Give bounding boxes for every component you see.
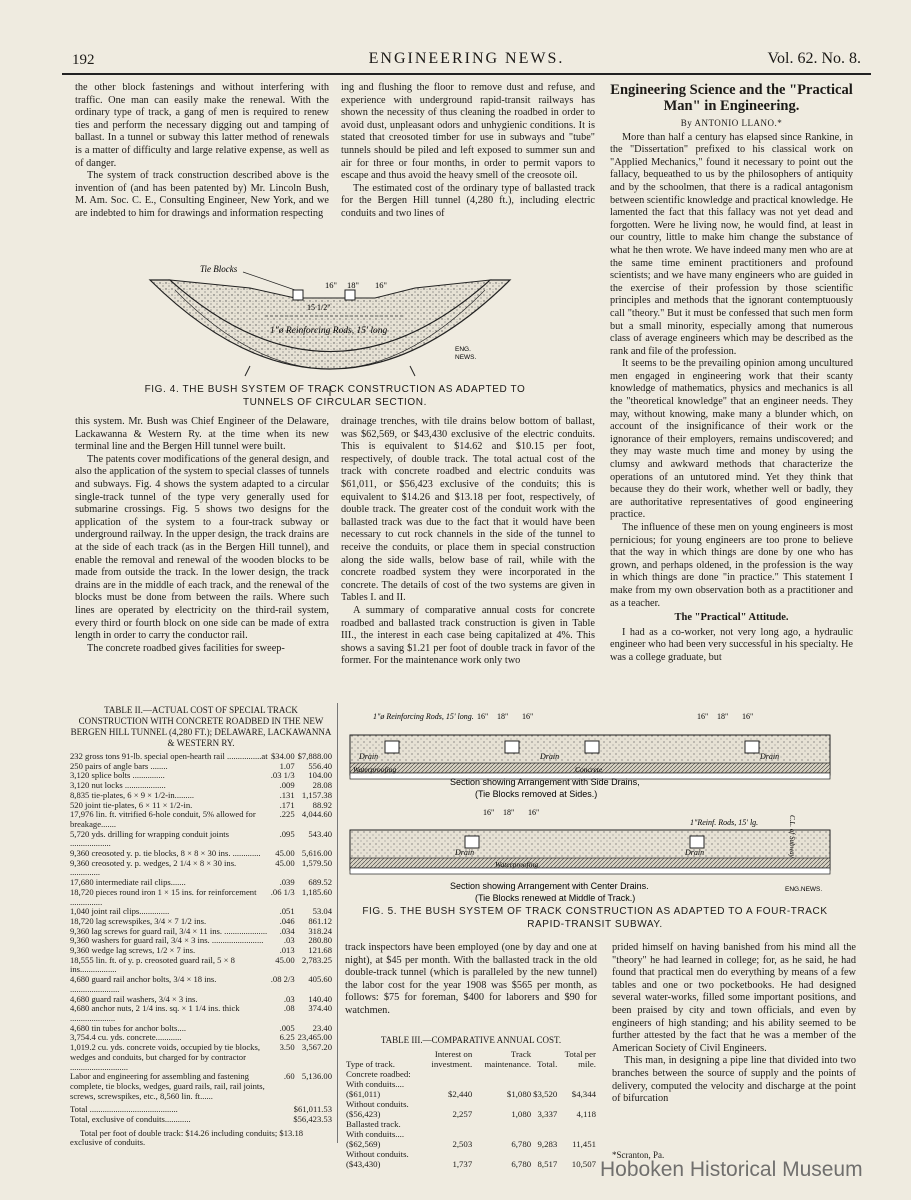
table-row [70, 1115, 332, 1125]
table-cell: 2,783.25 [301, 954, 332, 965]
reinforcing-rods-label: 1"Reinf. Rods, 15' lg. [690, 818, 759, 827]
table-cell: .171 [279, 799, 295, 810]
table-header-row [345, 1049, 597, 1069]
group-label: Concrete roadbed: [346, 1069, 411, 1079]
table-cell: .08 [283, 1003, 295, 1014]
table-2-title: TABLE II.—ACTUAL COST OF SPECIAL TRACK CONSTRUCTION WITH CONCRETE ROADBED IN THE NEW BERGEN HILL TUNNEL (4,280 FT.); DELAWARE, LACKAWANNA & WESTERN RY. [70, 705, 332, 748]
table-cell: 9,360 creosoted y. p. wedges, 2 1/4 × 8 × 30 ins. .............. [70, 857, 237, 878]
dimension-label: 18" [497, 712, 509, 721]
paragraph: ing and flushing the floor to remove dust and refuse, and experience with underground rapid-transit railways has shown the necessity of thus cleaning the roadbed in order to avoid dust, unpleasant odors and unhygienic conditions. It is stated that creosoted timber for use in subways and "tube" tunnels should be piled and left exposed to summer sun and air for three or four months, in order to permit vapors to escape and thus avoid the heavy smell of the creosote oil. [341, 82, 595, 182]
table-cell: 1,080 [511, 1109, 532, 1119]
table-cell: .013 [279, 945, 295, 956]
table-row [345, 1129, 597, 1149]
dimension-label: 16" [697, 712, 709, 721]
section-subhead: The "Practical" Attitude. [674, 612, 789, 624]
table-cell: 11,451 [572, 1139, 596, 1149]
table-cell: 4,680 anchor nuts, 2 1/4 ins. sq. × 1 1/4 ins. thick ..................... [70, 1003, 240, 1023]
table-cell: 23.40 [312, 1022, 332, 1033]
table-cell: 17,976 lin. ft. vitrified 6-hole conduit, 5% allowed for breakage....... [70, 809, 256, 829]
table-cell: 543.40 [308, 828, 332, 839]
table-cell: 45.00 [275, 857, 295, 868]
total-excl-value: $56,423.53 [293, 1114, 332, 1125]
table-2 [70, 705, 332, 1148]
paragraph: The system of track construction described above is the invention of (and has been patented by) Mr. Lincoln Bush, M. Am. Soc. C. E., Consulting Engineer, New York, and we are indebted to him for drawings and information respecting [75, 170, 329, 219]
table-cell: 3,337 [537, 1109, 558, 1119]
table-cell: 318.24 [308, 925, 332, 936]
table-cell: $1,080 [506, 1089, 532, 1099]
table-cell: .60 [283, 1071, 295, 1082]
waterproofing-label: Waterproofing [353, 765, 397, 774]
table-cell: 232 gross tons 91-lb. special open-hearth rail ................at [70, 751, 268, 761]
dimension-label: 16" [522, 712, 534, 721]
table-cell: 45.00 [275, 954, 295, 965]
figure-5-drawing [345, 705, 845, 930]
table-cell: 3,120 splice bolts ............... [70, 770, 165, 781]
table-cell: 28.08 [312, 780, 332, 791]
table-cell: .034 [279, 925, 295, 936]
figure-4-caption-line: TUNNELS OF CIRCULAR SECTION. [242, 397, 428, 408]
table-row [70, 859, 332, 878]
paragraph: This man, in designing a pipe line that divided into two branches between the source of supply and the points of delivery, computed the velocity and discharge at the point of bifurcation [612, 1055, 856, 1105]
table-cell: 1,040 joint rail clips.............. [70, 906, 170, 917]
dimension-label: 16" [483, 808, 495, 817]
table-cell: 3,567.20 [301, 1042, 332, 1053]
table-cell: $4,344 [571, 1089, 596, 1099]
table-row [70, 1004, 332, 1023]
figure-5-caption-line: RAPID-TRANSIT SUBWAY. [527, 919, 663, 930]
table-cell: 556.40 [308, 760, 332, 771]
table-cell: 6.25 [279, 1032, 295, 1043]
table-cell: .08 2/3 [270, 974, 295, 985]
table-row [345, 1149, 597, 1169]
eng-news-credit: ENG.NEWS. [785, 886, 823, 893]
eng-news-credit: ENG. [455, 346, 471, 353]
table-cell: .095 [279, 828, 295, 839]
table-cell: 1,157.38 [301, 789, 332, 800]
journal-title: ENGINEERING NEWS. [368, 50, 565, 67]
table-cell: 104.00 [308, 770, 332, 781]
table-2-body [70, 752, 332, 1101]
paragraph: prided himself on having banished from his mind all the "theory" he had learned in college; for, as he said, he had found that practical men do everything by means of a few tables and one or two pocketbooks. He had designed several water-works, filled some important positions, and been praised by city and town officials, and even by engineers of high standing; and his ability seemed to be further attested by the fact that he was a member of the American Society of Civil Engineers. [612, 942, 856, 1054]
figure-5-caption-line: FIG. 5. THE BUSH SYSTEM OF TRACK CONSTRUCTION AS ADAPTED TO A FOUR-TRACK [362, 906, 828, 917]
table-cell: 3.50 [279, 1042, 295, 1053]
paragraph: It seems to be the prevailing opinion among uncultured men engaged in engineering work that their scanty knowledge of mathematics, physics and mechanics is all the "theoretical knowledge" that an engineer needs. They may, without knowing, make many a blunder which, on account of the insignificance of their work or the ignorance of their employers, remains undiscovered; and they may waste much time and money by using the clumsy and awkward methods that characterize the operations of an untutored mind. Yet they think that because they do their work, whether well or badly, they are authoritative representatives of good engineering practice. [610, 358, 853, 521]
table-cell: Without conduits.($56,423) [346, 1099, 409, 1119]
drain-label: Drain [685, 848, 705, 857]
table-cell: 18,555 lin. ft. of y. p. creosoted guard rail, 5 × 8 ins................. [70, 954, 235, 975]
table-cell: 2,257 [452, 1109, 473, 1119]
table-cell: With conduits....($62,569) [346, 1129, 405, 1149]
concrete-label: Concrete [575, 765, 603, 774]
table-cell: 5,616.00 [301, 848, 332, 859]
table-cell: 9,360 creosoted y. p. tie blocks, 8 × 8 × 30 ins. ............. [70, 848, 261, 859]
waterproofing-label: Waterproofing [495, 860, 539, 869]
dimension-label: 18" [347, 280, 359, 290]
total-label: Total ......................................... [70, 1104, 178, 1115]
table-cell: 4,044.60 [301, 809, 332, 820]
table-2-totals [70, 1103, 332, 1124]
total-excl-label: Total, exclusive of conduits............ [70, 1114, 191, 1125]
table-cell: 9,360 washers for guard rail, 3/4 × 3 ins. ........................ [70, 935, 264, 946]
table-cell: 250 pairs of angle bars ........ [70, 760, 168, 771]
table-cell: 18,720 lag screwspikes, 3/4 × 7 1/2 ins. [70, 915, 207, 926]
dimension-label: 18" [717, 712, 729, 721]
table-cell: With conduits....($61,011) [346, 1079, 405, 1099]
table-cell: .046 [279, 915, 295, 926]
table-cell: .005 [279, 1022, 295, 1033]
table-cell: 2,503 [452, 1139, 473, 1149]
table-cell: 17,680 intermediate rail clips....... [70, 877, 186, 888]
table-cell: 9,360 wedge lag screws, 1/2 × 7 ins. [70, 945, 196, 956]
paragraph: The estimated cost of the ordinary type of ballasted track for the Bergen Hill tunnel (4,280 ft.), including electric conduits and two lines of [341, 182, 595, 219]
table-row [345, 1099, 597, 1119]
section-1-note: (Tie Blocks removed at Sides.) [475, 789, 598, 799]
paragraph: A summary of comparative annual costs for concrete roadbed and ballasted track construction is given in Table III., the interest in each case being capitalized at 4%. This shows a saving $1.21 per foot of double track in favor of the former. For the maintenance work only two [341, 604, 595, 667]
total-value: $61,011.53 [293, 1104, 332, 1115]
eng-news-credit: NEWS. [455, 354, 477, 361]
volume-number: Vol. 62. No. 8. [767, 50, 861, 67]
table-cell: .225 [279, 809, 295, 820]
table-cell: 10,507 [571, 1159, 596, 1169]
table-cell: 405.60 [308, 974, 332, 985]
table-cell: 4,118 [576, 1109, 596, 1119]
table-cell: 1,185.60 [301, 886, 332, 897]
paragraph: The influence of these men on young engineers is most pernicious; for young engineers are too prone to believe that the way in which things are done by one who has grown, and perhaps oldened, in the profession is the way in which things are done "in practice." This statement I make from my own observation both as a practitioner and as a teacher. [610, 522, 853, 609]
column-2-middle [341, 416, 595, 696]
tie-blocks-label: Tie Blocks [200, 264, 238, 274]
page-number: 192 [72, 52, 95, 68]
section-1-caption: Section showing Arrangement with Side Drains, [450, 777, 640, 787]
table-row [70, 1072, 332, 1101]
paragraph: track inspectors have been employed (one by day and one at night), at $45 per month. With the ballasted track in the old double-track tunnel (which is paralleled by the new tunnel) the labor cost for the year 1908 was $565 per month, as follows: $75 for foreman, $400 for laborers and $90 for watchmen. [345, 942, 597, 1016]
table-cell: 8,517 [537, 1159, 558, 1169]
column-1-top [75, 82, 329, 254]
dimension-label: 16" [528, 808, 540, 817]
table-cell: $2,440 [448, 1089, 473, 1099]
article-column [610, 80, 853, 702]
header-rule [62, 73, 871, 75]
table-row [70, 956, 332, 975]
section-2-caption: Section showing Arrangement with Center Drains. [450, 881, 649, 891]
table-cell: 18,720 pieces round iron 1 × 15 ins. for reinforcement ............... [70, 886, 257, 907]
article-byline: By ANTONIO LLANO.* [680, 118, 783, 128]
column-header: Interest on investment. [431, 1049, 473, 1069]
figure-4-caption-line: FIG. 4. THE BUSH SYSTEM OF TRACK CONSTRUCTION AS ADAPTED TO [144, 384, 526, 395]
column-3-bottom [612, 942, 856, 1144]
table-cell: 88.92 [312, 799, 332, 810]
column-2-bottom [345, 942, 597, 1030]
table-cell: 1,579.50 [301, 857, 332, 868]
table-3-body [345, 1049, 597, 1169]
table-cell: $7,888.00 [297, 751, 332, 761]
drain-label: Drain [540, 752, 560, 761]
drain-label: Drain [455, 848, 475, 857]
table-cell: 23,465.00 [297, 1032, 332, 1043]
table-row [70, 1043, 332, 1072]
drain-label: Drain [359, 752, 379, 761]
table-3-title: TABLE III.—COMPARATIVE ANNUAL COST. [380, 1035, 562, 1045]
table-cell: .039 [279, 877, 295, 888]
table-cell: 4,680 guard rail washers, 3/4 × 3 ins. [70, 993, 198, 1004]
paragraph: The patents cover modifications of the general design, and also the application of the system to special classes of tunnels and subways. Fig. 4 shows the system adapted to a circular single-track tunnel of the type very generally used for submarine crossings. Fig. 5 shows two designs for the application of the system to a four-track subway or underground railway. In the upper design, the track drains are at the side of each track (as in the Bergen Hill tunnel), and enable the removal and renewal of the wooden blocks to be made from outside the track. In the lower design, the track drains are in the middle of each track, and the renewal of the blocks must be done from between the rails. Where such lines are operated by electricity on the third-rail system, every third or fourth block on one side can be made of extra length in order to carry the conductor rail. [75, 453, 329, 642]
page-header [62, 48, 871, 72]
table-cell: 3,120 nut locks ................... [70, 780, 166, 791]
column-1-middle [75, 416, 329, 696]
dimension-label: 16" [375, 280, 387, 290]
table-cell: 1,019.2 cu. yds. concrete voids, occupied by tie blocks, wedges and conduits, but charged for by contractor ........................... [70, 1042, 260, 1072]
table-cell: 689.52 [308, 877, 332, 888]
table-row [70, 975, 332, 994]
table-cell: 374.40 [308, 1003, 332, 1014]
paragraph: More than half a century has elapsed since Rankine, in the "Dissertation" prefixed to his classical work on "Applied Mechanics," found it necessary to point out the fallacy, bequeathed to us by the philosophers of antiquity and by the schoolmen, that there is a radical antagonism between scientific knowledge and practical knowledge. He lamented the fact that this fallacy was not yet dead and forgotten. Were he living now, he would find, at least in our country, little to make him change the substance of what he then wrote. We have indeed many men who are at the same time eminent practitioners and profound scientists; and we have many engineers who are guided in the exercise of their profession by those scientific principles and methods that the ignorant contemptuously call "theory." But it must be confessed that such men form but a small minority, especially among that numerous class of average engineers which may be described as the rank and file of the profession. [610, 131, 853, 357]
table-cell: 9,283 [537, 1139, 558, 1149]
column-rule [337, 703, 338, 1143]
depth-dimension: 15 1/2" [307, 303, 331, 312]
section-2-note: (Tie Blocks renewed at Middle of Track.) [475, 893, 636, 903]
column-header: Total per mile. [564, 1049, 596, 1069]
table-cell: 121.68 [308, 945, 332, 956]
figure-5 [345, 705, 845, 930]
table-cell: .051 [279, 906, 295, 917]
table-cell: 1,737 [452, 1159, 473, 1169]
table-cell: Labor and engineering for assembling and fastening complete, tie blocks, wedges, guard rails, rail, rail joints, screws, screwspikes, etc., 8,560 lin. ft...... [70, 1071, 265, 1101]
column-header: Total. [537, 1059, 558, 1069]
table-cell: 5,136.00 [301, 1071, 332, 1082]
paragraph: the other block fastenings and without interfering with traffic. One man can easily make the renewal. With the ordinary type of track, a gang of men is required to renew ties and perform the necessary digging out and tamping of ballast. In a tunnel or subway this latter method of renewals is a matter of difficulty and large relative expense, as well as of danger. [75, 82, 329, 169]
reinforcing-rods-label: 1"ø Reinforcing Rods, 15' long [270, 326, 388, 336]
paragraph: this system. Mr. Bush was Chief Engineer of the Delaware, Lackawanna & Western Ry. at the time when its new terminal line and the Bergen Hill tunnel were built. [75, 416, 329, 453]
figure-5-caption [345, 905, 845, 931]
table-cell: 9,360 lag screws for guard rail, 3/4 × 11 ins. .................... [70, 925, 268, 936]
group-row [345, 1069, 597, 1079]
article-title: Engineering Science and the "Practical Man" in Engineering. [610, 82, 853, 114]
table-cell: .009 [279, 780, 295, 791]
column-2-top [341, 82, 595, 254]
table-row [70, 888, 332, 907]
table-cell: 6,780 [511, 1159, 532, 1169]
dimension-label: 18" [503, 808, 515, 817]
reinforcing-rods-label: 1"ø Reinforcing Rods, 15' long. [373, 712, 474, 721]
table-cell: 5,720 yds. drilling for wrapping conduit joints ................... [70, 828, 229, 849]
table-cell: 45.00 [275, 848, 295, 859]
paragraph: drainage trenches, with tile drains below bottom of ballast, was $62,569, or $43,430 exclusive of the electric conduits. This is equivalent to $14.62 and $10.15 per foot, respectively, of double track. The total actual cost of the track with concrete roadbed and electric conduits was $61,011, or $56,423 exclusive of the conduits; this is equivalent to $14.26 and $13.18 per foot, respectively, of double track. The greater cost of the conduit work with the ballasted track was due to the fact that it would have been necessary to cut rock channels in the side of the tunnel to receive the conduits, or place them in special construction along the side walls, below base of rail, while with the concrete roadbed system they were incorporated in the concrete. The details of cost of the two systems are given in Tables I. and II. [341, 416, 595, 604]
table-cell: $3,520 [533, 1089, 558, 1099]
table-cell: 4,680 tin tubes for anchor bolts.... [70, 1022, 186, 1033]
group-row [345, 1119, 597, 1129]
table-cell: 520 joint tie-plates, 6 × 11 × 1/2-in. [70, 799, 193, 810]
table-cell: .06 1/3 [270, 886, 295, 897]
table-cell: $34.00 [270, 751, 295, 761]
table-3 [345, 1035, 597, 1169]
table-cell: 280.80 [308, 935, 332, 946]
column-header: Type of track. [346, 1059, 395, 1069]
watermark: Hoboken Historical Museum [600, 1158, 863, 1181]
table-cell: .131 [279, 789, 295, 800]
paragraph: I had as a co-worker, not very long ago, a hydraulic engineer who had been very successful in his specialty. He was a college graduate, but [610, 626, 853, 663]
drain-label: Drain [760, 752, 780, 761]
table-cell: 4,680 guard rail anchor bolts, 3/4 × 18 ins. ....................... [70, 974, 217, 994]
column-header: Track maintenance. [484, 1049, 532, 1069]
table-row [345, 1079, 597, 1099]
footnote: *Scranton, Pa. [612, 1150, 665, 1160]
dimension-label: 16" [742, 712, 754, 721]
table-cell: 1.07 [279, 760, 295, 771]
table-row [70, 830, 332, 849]
dimension-label: 16" [477, 712, 489, 721]
table-cell: 6,780 [511, 1139, 532, 1149]
center-line-label: C.L. of Subway [788, 815, 796, 858]
table-cell: 861.12 [308, 915, 332, 926]
dimension-label: 16" [325, 280, 337, 290]
table-cell: 8,835 tie-plates, 6 × 9 × 1/2-in......... [70, 789, 195, 800]
table-cell: .03 [283, 935, 295, 946]
table-cell: Without conduits.($43,430) [346, 1149, 409, 1169]
per-foot-note: Total per foot of double track: $14.26 including conduits; $13.18 exclusive of conduits. [70, 1127, 304, 1148]
figure-4-caption [85, 383, 585, 409]
table-cell: 140.40 [308, 993, 332, 1004]
table-row [70, 810, 332, 829]
group-label: Ballasted track. [346, 1119, 401, 1129]
paragraph: The concrete roadbed gives facilities for sweep- [87, 642, 285, 654]
table-cell: 53.04 [312, 906, 332, 917]
table-cell: 3,754.4 cu. yds. concrete............ [70, 1032, 182, 1043]
table-cell: .03 [283, 993, 295, 1004]
table-cell: .03 1/3 [270, 770, 295, 781]
